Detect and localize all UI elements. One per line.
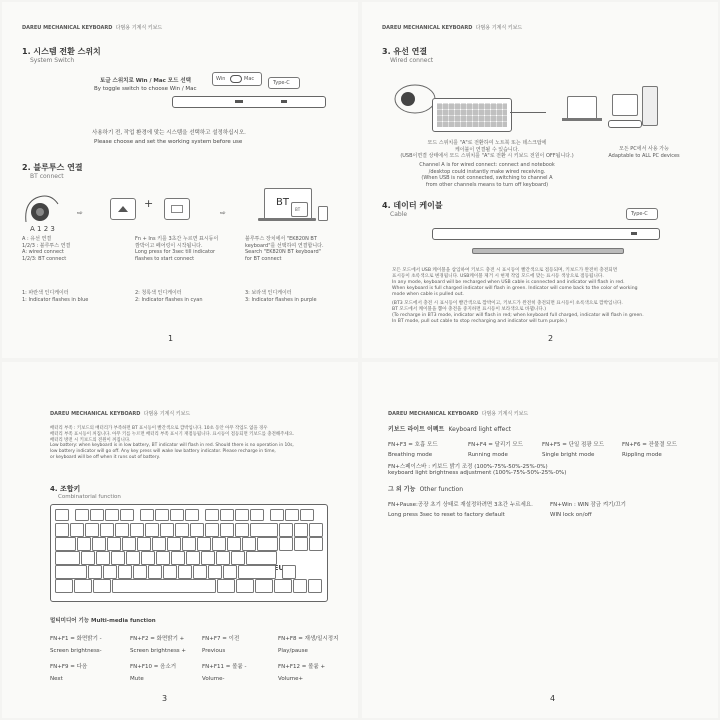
keyboard-key <box>178 565 192 579</box>
keyboard-key <box>212 537 226 551</box>
page-header: DAREU MECHANICAL KEYBOARD 다범용 기계식 키보드 <box>382 25 523 31</box>
cable-text: 모든 모드에서 USB 케이블을 삽입하여 키보드 충전 시 표시등이 빨간색으로 점등되며, 키보드가 완전히 충전되면 표시등이 초록색으로 변경됩니다. USB케이블 제거 시 현재 작업 모드에 맞는 표시등 색상으로 점등됩니다. In any mode, keyboard will be recharged when USB cable is connected and indicator will flash in red. When keyboard is full charged indicator will flash in green. Indicator will come back to the color of working mode when cable is pulled out. (BT3 모드에서 충전 시 표시등이 빨간색으로 깜박이고, 키보드가 완전히 충전되면 표시등이 초록색으로 깜박입니다. BT 모드에서 케이블을 뽑아 충전을 중지하면 표시등이 보라색으로 바뀝니다.) (To recharge in BT3 mode, indicator will flash in red; when keyboard full charged, indicator will flash in green. In BT mode, pull out cable to stop recharging and indicator will turn purple.) <box>392 268 644 324</box>
mac-label: Mac <box>244 76 255 82</box>
typec-callout <box>626 208 658 220</box>
keyboard-key <box>193 565 207 579</box>
light-effect-title: 키보드 라이트 이펙트 Keyboard light effect <box>388 426 512 433</box>
keyboard-key <box>205 523 219 537</box>
page-number: 4 <box>550 694 556 703</box>
keyboard-key <box>279 523 293 537</box>
indicator-2: 2: 청록색 인디케이터 2: Indicator flashes in cyan <box>135 290 203 303</box>
keyboard-key <box>170 509 184 521</box>
keyboard-key <box>81 551 95 565</box>
section-title-system-switch: 1. 시스템 전환 스위치 <box>22 47 101 56</box>
keyboard-key <box>126 551 140 565</box>
keyboard-key <box>115 523 129 537</box>
keyboard-top-view <box>432 98 512 132</box>
keyboard-key <box>93 579 111 593</box>
keyboard-key <box>294 523 308 537</box>
keyboard-key <box>55 537 76 551</box>
keyboard-back-view <box>172 96 326 108</box>
keyboard-key <box>246 551 277 565</box>
effect-running: FN+F4 = 달리기 모드 Running mode <box>468 442 523 458</box>
keyboard-key <box>120 509 134 521</box>
choose-text-en: Please choose and set the working system before use <box>94 139 243 145</box>
keyboard-key <box>137 537 151 551</box>
usb-port-icon <box>281 100 287 103</box>
keyboard-back-view <box>432 228 660 240</box>
keyboard-key <box>216 551 230 565</box>
effect-breathing: FN+F3 = 호흡 모드 Breathing mode <box>388 442 438 458</box>
usb-port-icon <box>631 232 637 235</box>
reset-function: FN+Pause:공장 초기 상태로 재설정하려면 3초간 누르세요. Long press 3sec to reset to factory default <box>388 502 533 518</box>
brightness-en: keyboard light brightness adjustment (100%-75%-50%-25%-0%) <box>388 470 567 476</box>
win-label: Win <box>216 76 226 82</box>
indicator-1: 1: 파란색 인디케이터 1: Indicator flashes in blue <box>22 290 89 303</box>
keyboard-key <box>85 523 99 537</box>
keyboard-key <box>70 523 84 537</box>
keyboard-key <box>235 523 249 537</box>
tablet-icon <box>291 202 308 217</box>
keyboard-key <box>111 551 125 565</box>
keyboard-key <box>190 523 204 537</box>
keyboard-key <box>309 523 323 537</box>
manual-page-1 <box>2 2 358 358</box>
keyboard-key <box>163 565 177 579</box>
arrow-icon: ⇨ <box>77 209 83 217</box>
keyboard-key <box>257 537 278 551</box>
fn-key-logo-icon <box>116 204 130 214</box>
mm-fn-f12: FN+F12 = 볼륨 + Volume+ <box>278 664 326 682</box>
keyboard-key <box>235 509 249 521</box>
arrow-icon-2: ⇨ <box>220 209 226 217</box>
keyboard-key <box>250 509 264 521</box>
winlock-function: FN+Win : WIN 잠금 켜기/끄기 WIN lock on/off <box>550 502 626 518</box>
mm-fn-f11: FN+F11 = 볼륨 - Volume- <box>202 664 247 682</box>
laptop-base-icon <box>258 218 316 221</box>
keyboard-key <box>100 523 114 537</box>
keyboard-key <box>242 537 256 551</box>
keyboard-key <box>156 551 170 565</box>
typec-callout <box>268 77 300 89</box>
tablet-bt-text: BT <box>295 207 301 212</box>
keyboard-key <box>55 509 69 521</box>
keyboard-key <box>145 523 159 537</box>
page-header: DAREU MECHANICAL KEYBOARD 다범용 기계식 키보드 <box>388 411 529 417</box>
keyboard-key <box>217 579 235 593</box>
page-number: 2 <box>548 334 554 343</box>
plus-sign: + <box>144 197 154 210</box>
keyboard-key <box>227 537 241 551</box>
wired-text-kr: 모드 스위치를 "A"로 전환하여 노트북 또는 데스크탑에 케이블이 연결될 수 있습니다. (USB이면결 상태에서 모드 스위치를 "A"로 전환 시 키보드 전원이 OFF됩니다.) <box>400 140 574 159</box>
manual-page-4 <box>362 362 718 718</box>
page-number: 3 <box>162 694 168 703</box>
keyboard-key <box>197 537 211 551</box>
keyboard-key <box>133 565 147 579</box>
keyboard-key <box>182 537 196 551</box>
page-number: 1 <box>168 334 174 343</box>
effect-rippling: FN+F6 = 잔물결 모드 Rippling mode <box>622 442 677 458</box>
keyboard-key <box>285 509 299 521</box>
keyboard-key <box>279 537 293 551</box>
section-title-wired: 3. 유선 연결 <box>382 47 428 56</box>
multimedia-title: 멀티미디어 기능 Multi-media function <box>50 618 156 624</box>
choose-text-kr: 사용하기 전, 작업 환경에 맞는 시스템을 선택하고 설정하십시오. <box>92 130 246 136</box>
keyboard-key <box>55 579 73 593</box>
knob-label: A 1 2 3 <box>30 225 55 233</box>
keyboard-key <box>88 565 102 579</box>
laptop-bt-text: BT <box>276 197 289 208</box>
mm-fn-f2: FN+F2 = 화면밝기 + Screen brightness + <box>130 636 187 654</box>
laptop-base-icon <box>562 118 602 121</box>
keyboard-key <box>293 579 307 593</box>
keyboard-key <box>160 523 174 537</box>
section-title-bt: 2. 블루투스 연결 <box>22 163 83 172</box>
mode-knob-icon <box>22 192 62 228</box>
keyboard-key <box>130 523 144 537</box>
keyboard-key <box>55 523 69 537</box>
bt-col2: Fn + Ins 키를 3초간 누르면 표시등이 깜박이고 페어링이 시작됩니다. Long press for 3sec till indicator flashes to start connect <box>135 236 219 262</box>
brightness-kr: FN+스페이스바 : 키보드 밝기 조정 (100%-75%-50%-25%-0%) <box>388 464 548 470</box>
keyboard-key <box>152 537 166 551</box>
ins-key-icon <box>164 198 190 220</box>
section-subtitle: System Switch <box>30 57 75 64</box>
keyboard-key <box>208 565 222 579</box>
keyboard-key <box>238 565 276 579</box>
mm-fn-f7: FN+F7 = 이전 Previous <box>202 636 240 654</box>
bt-col3: 블루투스 장치에서 "EK820N BT keyboard"를 선택하여 연결합니다. Search "EK820N BT keyboard" for BT connect <box>245 236 324 262</box>
section-subtitle-combo: Combinatorial function <box>58 494 121 500</box>
switch-port-icon <box>235 100 243 103</box>
keyboard-key <box>186 551 200 565</box>
mm-fn-f9: FN+F9 = 다음 Next <box>50 664 88 682</box>
keyboard-key <box>223 565 237 579</box>
page-header: DAREU MECHANICAL KEYBOARD 다범용 기계식 키보드 <box>50 411 191 417</box>
keyboard-key <box>270 509 284 521</box>
keyboard-key <box>75 509 89 521</box>
indicator-3: 3: 보라색 인디케이터 3: Indicator flashes in purple <box>245 290 317 303</box>
keyboard-key <box>250 523 278 537</box>
section-title-combo: 4. 조합키 <box>50 485 81 493</box>
keyboard-key <box>282 565 296 579</box>
laptop-icon <box>567 96 597 120</box>
mm-fn-f8: FN+F8 = 재생/일시정지 Play/pause <box>278 636 339 654</box>
toggle-text-en: By toggle switch to choose Win / Mac <box>94 86 197 92</box>
battery-text: 배터리 부족 : 키보드의 배터리가 부족하면 BT 표시등이 빨간색으로 깜박입니다. 10초 동안 아무 작업도 없을 경우 배터리 부족 표시등이 꺼집니다. 아무 키를 누르면 배터리 부족 표시기 재점등됩니다. 표시등이 점등되면 키보드를 충전해주세요. 배터리 방전 시 키보드의 전원이 꺼집니다. Low battery: when keyboard is in low battery, BT indicator will flash in red. Should there is no operation in 10s, low battery indicator will go off. Any key press will wake low battery indicator. Please recharge in time, or keyboard will be off when it runs out of battery. <box>50 426 295 460</box>
keyboard-key <box>255 579 273 593</box>
fn-key-icon <box>110 198 136 220</box>
keyboard-key <box>167 537 181 551</box>
typec-label: Type-C <box>631 211 648 217</box>
pc-text: 모든 PC에서 사용 가능 Adaptable to ALL PC devices <box>608 146 680 159</box>
keyboard-key <box>141 551 155 565</box>
key-grid <box>437 103 507 127</box>
keyboard-key <box>105 509 119 521</box>
keyboard-key <box>155 509 169 521</box>
toggle-text-kr: 토글 스위치로 Win / Mac 모드 선택 <box>100 78 191 84</box>
keyboard-key <box>118 565 132 579</box>
mm-fn-f1: FN+F1 = 화면밝기 - Screen brightness- <box>50 636 102 654</box>
keyboard-key <box>92 537 106 551</box>
pc-tower-icon <box>642 86 658 126</box>
keyboard-key <box>90 509 104 521</box>
keyboard-key <box>55 565 87 579</box>
keyboard-key <box>220 523 234 537</box>
monitor-icon <box>612 94 638 116</box>
keyboard-key <box>55 551 80 565</box>
page-header: DAREU MECHANICAL KEYBOARD 다범용 기계식 키보드 <box>22 25 163 31</box>
phone-icon <box>318 206 328 221</box>
keyboard-key <box>175 523 189 537</box>
keyboard-key <box>231 551 245 565</box>
keyboard-key <box>96 551 110 565</box>
keyboard-key <box>171 551 185 565</box>
keyboard-key <box>309 537 323 551</box>
toggle-switch-icon <box>230 75 242 83</box>
keyboard-key <box>308 579 322 593</box>
usb-cable <box>510 112 546 113</box>
keyboard-key <box>122 537 136 551</box>
section-title-cable: 4. 데이터 케이블 <box>382 201 443 210</box>
keyboard-layout <box>50 504 328 602</box>
manual-page-2 <box>362 2 718 358</box>
keyboard-key <box>220 509 234 521</box>
typec-label: Type-C <box>273 80 290 86</box>
keyboard-key <box>236 579 254 593</box>
section-subtitle-bt: BT connect <box>30 173 64 180</box>
keyboard-key <box>140 509 154 521</box>
keyboard-key <box>201 551 215 565</box>
win-mac-toggle-callout <box>212 72 262 86</box>
manual-page-3 <box>2 362 358 718</box>
desktop-keyboard-icon <box>608 120 642 128</box>
keyboard-key <box>205 509 219 521</box>
keyboard-key <box>185 509 199 521</box>
keyboard-key <box>300 509 314 521</box>
keyboard-key <box>148 565 162 579</box>
keyboard-key <box>274 579 292 593</box>
keyboard-key <box>294 537 308 551</box>
keyboard-key <box>112 579 216 593</box>
keyboard-key <box>74 579 92 593</box>
mm-fn-f10: FN+F10 = 음소거 Mute <box>130 664 177 682</box>
wired-text-en: Channel A is for wired connect: connect and notebook /desktop could instantly make wired receiving. (When USB is not connected, switching to channel A from other channels means to turn off keyboard) <box>419 162 555 188</box>
effect-single-bright: FN+F5 = 단일 점광 모드 Single bright mode <box>542 442 605 458</box>
data-cable-icon <box>472 248 624 254</box>
keyboard-key <box>77 537 91 551</box>
bt-col1: A : 유선 연결 1/2/3 : 블루투스 연결 A: wired connect 1/2/3: BT connect <box>22 236 71 262</box>
keyboard-key <box>103 565 117 579</box>
section-subtitle-cable: Cable <box>390 211 408 218</box>
section-subtitle: Wired connect <box>390 57 434 64</box>
keyboard-key <box>107 537 121 551</box>
other-function-title: 그 외 기능 Other function <box>388 486 464 493</box>
ins-key-glyph-icon <box>171 205 183 213</box>
